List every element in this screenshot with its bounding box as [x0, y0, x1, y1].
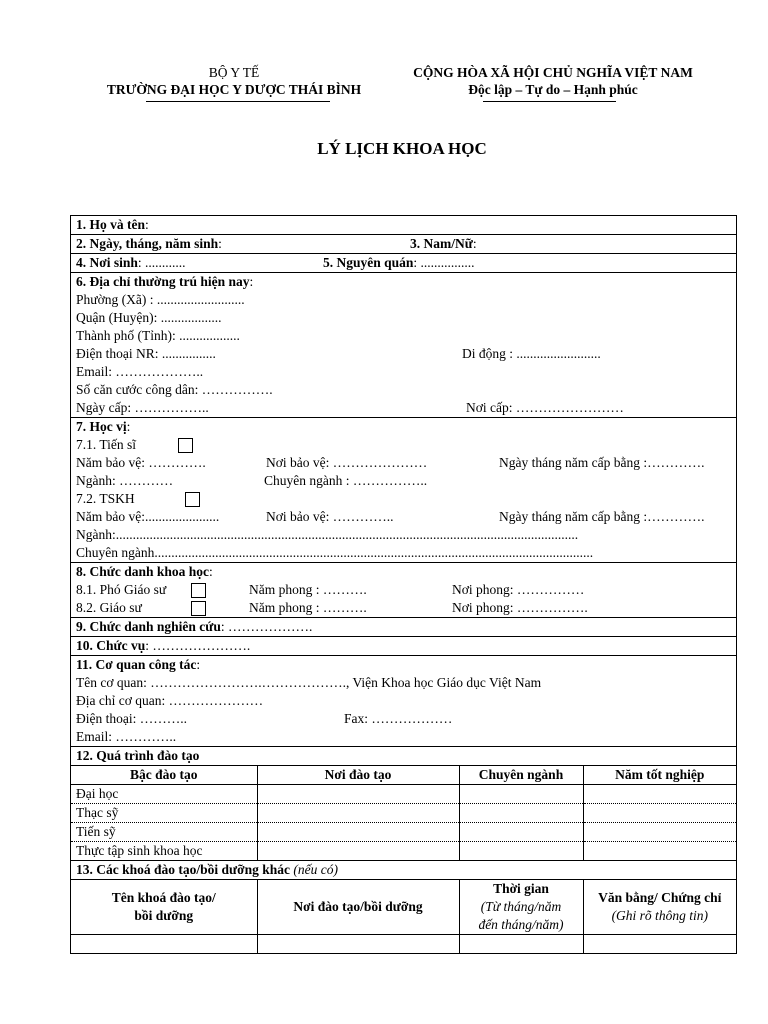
training-level-master: Thạc sỹ: [71, 804, 257, 823]
academic-title-colon: :: [209, 564, 213, 579]
courses-col-name-line1: Tên khoá đào tạo/: [111, 890, 216, 905]
table-row: [71, 823, 736, 842]
training-label: 12. Quá trình đào tạo: [76, 748, 200, 763]
section-training-label: [71, 747, 736, 766]
courses-col-institution: Nơi đào tạo/bồi dưỡng: [257, 880, 459, 935]
citizen-id-field: Số căn cước công dân: …………….: [76, 382, 273, 397]
table-cell[interactable]: [459, 804, 583, 823]
prof-place: Nơi phong: …………….: [452, 600, 588, 615]
courses-col-time-line3: đến tháng/năm): [478, 917, 564, 932]
position-value: : ………………….: [145, 638, 251, 653]
training-level-bachelor: Đại học: [71, 785, 257, 804]
courses-col-name: [71, 880, 257, 935]
state-header: [388, 64, 718, 98]
mobile-field: Di động : .........................: [462, 346, 601, 361]
training-col-institution: Nơi đào tạo: [257, 766, 459, 785]
table-cell[interactable]: [583, 842, 736, 861]
birth-date-label: 2. Ngày, tháng, năm sinh: [76, 236, 219, 251]
dsc-label: 7.2. TSKH: [76, 491, 135, 506]
address-label: 6. Địa chỉ thường trú hiện nay: [76, 274, 250, 289]
gender-colon: :: [472, 236, 477, 251]
degree-label: 7. Học vị: [76, 419, 127, 434]
courses-col-name-line2: bồi dưỡng: [134, 908, 194, 923]
courses-col-certificate-line2: (Ghi rõ thông tin): [611, 908, 708, 923]
phd-defense-year: Năm bảo vệ: ………….: [76, 455, 206, 470]
address-colon: :: [249, 274, 254, 289]
section-birth-gender: [71, 235, 736, 254]
full-name-colon: :: [145, 217, 149, 232]
university-underline: [146, 101, 330, 102]
workplace-colon: :: [196, 657, 201, 672]
training-col-level: Bậc đào tạo: [71, 766, 257, 785]
table-row: [71, 842, 736, 861]
table-cell[interactable]: [459, 842, 583, 861]
table-cell[interactable]: [459, 785, 583, 804]
assoc-prof-checkbox[interactable]: [191, 583, 206, 598]
prof-checkbox[interactable]: [191, 601, 206, 616]
table-row: [71, 804, 736, 823]
courses-col-time-line1: Thời gian: [493, 881, 549, 896]
section-research-title: [71, 618, 736, 637]
phd-field: Ngành: …………: [76, 473, 174, 488]
phd-specialization: Chuyên ngành : ……………..: [264, 473, 428, 488]
courses-col-certificate-line1: Văn bằng/ Chứng chỉ: [598, 890, 722, 905]
issue-place-field: Nơi cấp: ……………………: [466, 400, 624, 415]
table-cell[interactable]: [71, 935, 257, 954]
academic-title-label: 8. Chức danh khoa học: [76, 564, 210, 579]
birthplace-value: : ............: [137, 255, 186, 270]
workplace-address: Địa chỉ cơ quan: …………………: [76, 693, 264, 708]
training-col-major: Chuyên ngành: [459, 766, 583, 785]
city-field: Thành phố (Tỉnh): ..................: [76, 328, 240, 343]
research-title-value: : ……………….: [220, 619, 313, 634]
section-position: [71, 637, 736, 656]
dsc-specialization: Chuyên ngành..................................................................................................................................: [76, 545, 594, 560]
table-cell[interactable]: [583, 785, 736, 804]
cv-form: [70, 215, 737, 954]
workplace-fax: Fax: ………………: [344, 711, 453, 726]
degree-colon: :: [126, 419, 131, 434]
dsc-defense-place: Nơi bảo vệ: …………..: [266, 509, 394, 524]
training-level-phd: Tiến sỹ: [71, 823, 257, 842]
section-address: [71, 273, 736, 418]
table-cell[interactable]: [583, 823, 736, 842]
state-motto: Độc lập – Tự do – Hạnh phúc: [468, 82, 638, 97]
section-full-name: [71, 216, 736, 235]
table-row: [71, 785, 736, 804]
ward-field: Phường (Xã) : ..........................: [76, 292, 245, 307]
section-degree: [71, 418, 736, 563]
courses-col-time-line2: (Từ tháng/năm: [480, 899, 562, 914]
workplace-label: 11. Cơ quan công tác: [76, 657, 197, 672]
full-name-label: 1. Họ và tên: [76, 217, 145, 232]
dsc-field: Ngành:.........................................................................................................................................: [76, 527, 579, 542]
district-field: Quận (Huyện): ..................: [76, 310, 222, 325]
position-label: 10. Chức vụ: [76, 638, 146, 653]
table-cell[interactable]: [459, 823, 583, 842]
table-cell[interactable]: [583, 935, 736, 954]
assoc-prof-label: 8.1. Phó Giáo sư: [76, 582, 167, 597]
home-phone-field: Điện thoại NR: ................: [76, 346, 216, 361]
workplace-name: Tên cơ quan: …………………….………………., Viện Khoa học Giáo dục Việt Nam: [76, 675, 542, 690]
hometown-value: : ................: [413, 255, 475, 270]
motto-underline: [483, 101, 616, 102]
table-cell[interactable]: [257, 804, 459, 823]
email-field: Email: ………………..: [76, 364, 204, 379]
birthplace-label: 4. Nơi sinh: [76, 255, 138, 270]
state-name: CỘNG HÒA XÃ HỘI CHỦ NGHĨA VIỆT NAM: [413, 65, 693, 80]
section-academic-title: [71, 563, 736, 618]
hometown-label: 5. Nguyên quán: [323, 255, 414, 270]
table-cell[interactable]: [257, 823, 459, 842]
table-row: [71, 935, 736, 954]
dsc-checkbox[interactable]: [185, 492, 200, 507]
phd-defense-place: Nơi bảo vệ: …………………: [266, 455, 428, 470]
ministry-header: [70, 64, 398, 98]
prof-year: Năm phong : ……….: [249, 600, 367, 615]
table-cell[interactable]: [257, 935, 459, 954]
assoc-prof-year: Năm phong : ……….: [249, 582, 367, 597]
phd-issue-date: Ngày tháng năm cấp bằng :………….: [499, 455, 705, 470]
dsc-defense-year: Năm bảo vệ:......................: [76, 509, 220, 524]
training-table: [71, 766, 736, 861]
phd-checkbox[interactable]: [178, 438, 193, 453]
phd-label: 7.1. Tiến sĩ: [76, 437, 137, 452]
birth-date-colon: :: [218, 236, 222, 251]
assoc-prof-place: Nơi phong: ……………: [452, 582, 585, 597]
section-birthplace-hometown: [71, 254, 736, 273]
training-col-year: Năm tốt nghiệp: [583, 766, 736, 785]
university-name: TRƯỜNG ĐẠI HỌC Y DƯỢC THÁI BÌNH: [106, 82, 362, 97]
prof-label: 8.2. Giáo sư: [76, 600, 142, 615]
table-cell[interactable]: [257, 842, 459, 861]
research-title-label: 9. Chức danh nghiên cứu: [76, 619, 221, 634]
workplace-phone: Điện thoại: ………..: [76, 711, 187, 726]
training-level-postdoc: Thực tập sinh khoa học: [71, 842, 257, 861]
dsc-issue-date: Ngày tháng năm cấp bằng :………….: [499, 509, 705, 524]
document-title: LÝ LỊCH KHOA HỌC: [317, 139, 487, 158]
workplace-email: Email: …………..: [76, 729, 177, 744]
table-cell[interactable]: [583, 804, 736, 823]
section-other-courses-label: [71, 861, 736, 880]
courses-col-certificate: [583, 880, 736, 935]
issue-date-field: Ngày cấp: ……………..: [76, 400, 209, 415]
gender-label: 3. Nam/Nữ: [410, 236, 473, 251]
courses-col-time: [459, 880, 583, 935]
ministry-name: BỘ Y TẾ: [208, 65, 260, 80]
other-courses-note: (nếu có): [293, 862, 338, 877]
other-courses-table: [71, 880, 736, 954]
section-workplace: [71, 656, 736, 747]
table-cell[interactable]: [459, 935, 583, 954]
other-courses-label: 13. Các khoá đào tạo/bồi dưỡng khác: [76, 862, 290, 877]
table-cell[interactable]: [257, 785, 459, 804]
